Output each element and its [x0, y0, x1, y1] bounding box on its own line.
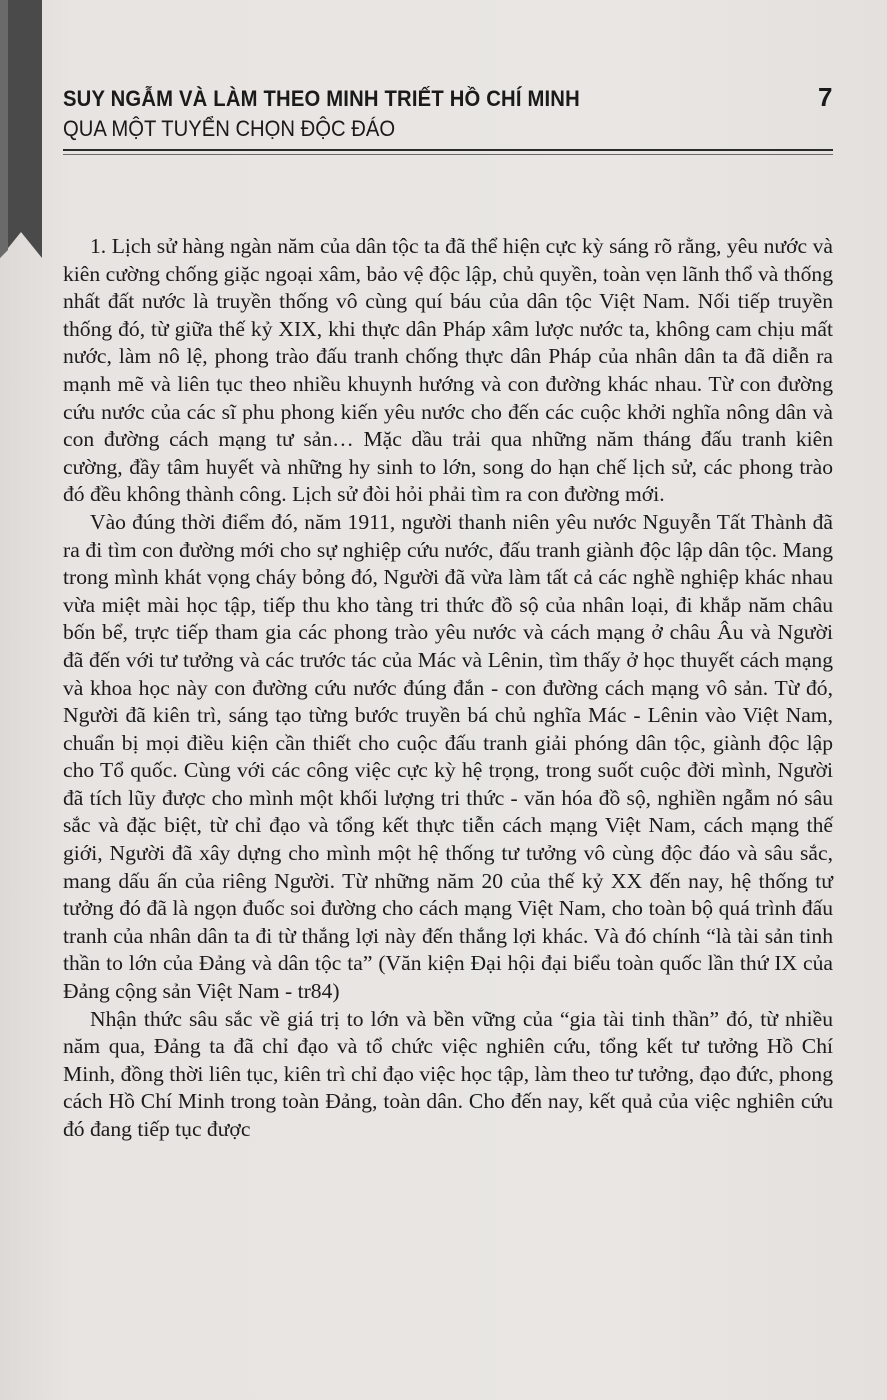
header-rule-thin — [63, 154, 833, 155]
header-title: SUY NGẪM VÀ LÀM THEO MINH TRIẾT HỒ CHÍ MINH — [63, 86, 580, 111]
paragraph-1: 1. Lịch sử hàng ngàn năm của dân tộc ta đã thể hiện cực kỳ sáng rõ rằng, yêu nước và kiên cường chống giặc ngoại xâm, bảo vệ độc lập, chủ quyền, toàn vẹn lãnh thổ và thống nhất đất nước là truyền thống vô cùng quí báu của dân tộc Việt Nam. Nối tiếp truyền thống đó, từ giữa thế kỷ XIX, khi thực dân Pháp xâm lược nước ta, không cam chịu mất nước, làm nô lệ, phong trào đấu tranh chống thực dân Pháp của nhân dân ta đã diễn ra mạnh mẽ và liên tục theo nhiều khuynh hướng và con đường khác nhau. Từ con đường cứu nước của các sĩ phu phong kiến yêu nước cho đến các cuộc khởi nghĩa nông dân và con đường cách mạng tư sản… Mặc dầu trải qua những năm tháng đấu tranh kiên cường, đầy tâm huyết và những hy sinh to lớn, song do hạn chế lịch sử, các phong trào đó đều không thành công. Lịch sử đòi hỏi phải tìm ra con đường mới. — [63, 234, 833, 507]
body-text — [63, 233, 833, 1144]
paragraph-2: Vào đúng thời điểm đó, năm 1911, người thanh niên yêu nước Nguyễn Tất Thành đã ra đi tìm con đường mới cho sự nghiệp cứu nước, đấu tranh giành độc lập dân tộc. Mang trong mình khát vọng cháy bỏng đó, Người đã vừa làm tất cả các nghề nghiệp khác nhau vừa miệt mài học tập, tiếp thu kho tàng tri thức đồ sộ của nhân loại, đi khắp năm châu bốn bể, trực tiếp tham gia các phong trào yêu nước và cách mạng ở châu Âu và Người đã đến với tư tưởng và các trước tác của Mác và Lênin, tìm thấy ở học thuyết cách mạng và khoa học này con đường cứu nước đúng đắn - con đường cách mạng vô sản. Từ đó, Người đã kiên trì, sáng tạo từng bước truyền bá chủ nghĩa Mác - Lênin vào Việt Nam, chuẩn bị mọi điều kiện cần thiết cho cuộc đấu tranh giải phóng dân tộc, giành độc lập cho Tổ quốc. Cùng với các công việc cực kỳ hệ trọng, trong suốt cuộc đời mình, Người đã tích lũy được cho mình một khối lượng tri thức - văn hóa đồ sộ, nghiền ngẫm nó sâu sắc và đặc biệt, từ chỉ đạo và tổng kết thực tiễn cách mạng Việt Nam, cách mạng thế giới, Người đã xây dựng cho mình một hệ thống tư tưởng vô cùng độc đáo và sâu sắc, mang dấu ấn của riêng Người. Từ những năm 20 của thế kỷ XX đến nay, hệ thống tư tưởng đó đã là ngọn đuốc soi đường cho cách mạng Việt Nam, cho toàn bộ quá trình đấu tranh của nhân dân ta đi từ thắng lợi này đến thắng lợi khác. Và đó chính “là tài sản tinh thần to lớn của Đảng và dân tộc ta” (Văn kiện Đại hội đại biểu toàn quốc lần thứ IX của Đảng cộng sản Việt Nam - tr84) — [63, 509, 833, 1004]
page-number: 7 — [818, 82, 833, 112]
paragraph-3: Nhận thức sâu sắc về giá trị to lớn và bền vững của “gia tài tinh thần” đó, từ nhiều năm qua, Đảng ta đã chỉ đạo và tổ chức việc nghiên cứu, tổng kết tư tưởng Hồ Chí Minh, đồng thời liên tục, kiên trì chỉ đạo việc học tập, làm theo tư tưởng, đạo đức, phong cách Hồ Chí Minh trong toàn Đảng, toàn dân. Cho đến nay, kết quả của việc nghiên cứu đó đang tiếp tục được — [63, 1006, 833, 1141]
header-rule — [63, 149, 833, 151]
bookmark-ribbon-icon — [0, 0, 42, 258]
running-header — [63, 86, 783, 142]
header-subtitle: QUA MỘT TUYỂN CHỌN ĐỘC ĐÁO — [63, 116, 396, 141]
